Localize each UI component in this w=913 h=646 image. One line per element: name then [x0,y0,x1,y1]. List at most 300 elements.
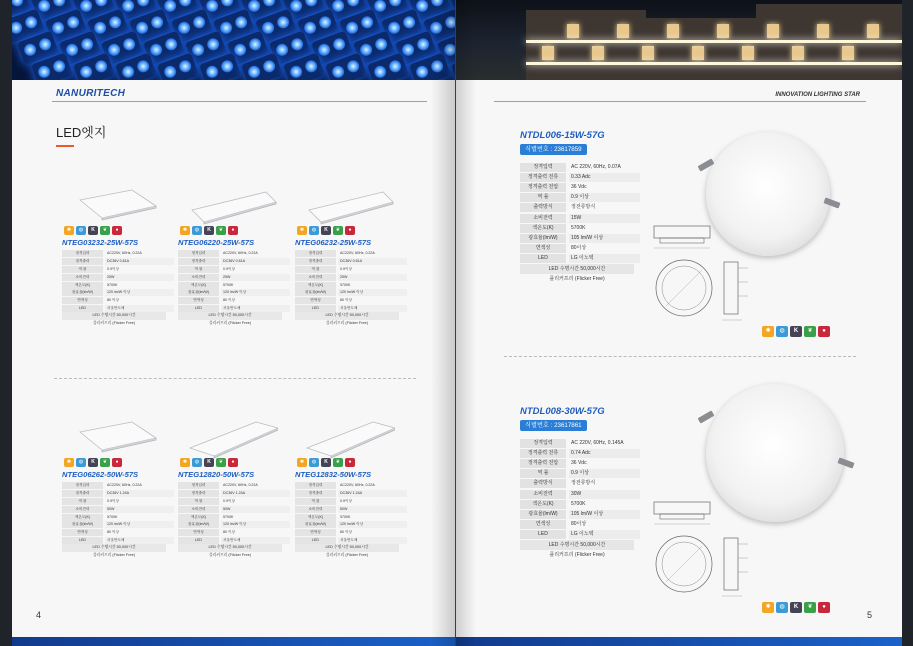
spec-row [62,505,174,513]
korea-mark-icon: ● [228,458,238,467]
lit-window [592,46,604,60]
spec-label: 광효율(lm/W) [178,521,219,528]
spec-label: 정격출력 전류 [520,449,566,458]
certification-icon: ◍ [76,226,86,235]
spec-note: LED 수명시간 50,000시간 [295,544,399,552]
spec-row [295,305,407,313]
spec-value: 0.9이상 [107,266,119,271]
spec-row [62,258,174,266]
spec-label: 광효율(lm/W) [178,289,219,296]
spec-label: 정격출력 전류 [520,173,566,182]
certification-icon: ◍ [309,458,319,467]
spec-value: 0.9 이상 [569,193,640,202]
spec-value: 서울반도체 [105,305,174,312]
spec-value: 서울반도체 [221,537,290,544]
certification-marks [64,226,122,235]
spec-label: 소비전력 [62,274,103,281]
spec-value: 120 lm/W 이상 [221,521,290,528]
lit-window [667,24,679,38]
spec-row [178,482,290,490]
product-model: NTEG12820-50W-57S [178,470,255,479]
spec-row [295,297,407,305]
dimension-drawing [652,498,762,608]
spec-row [295,498,407,506]
eco-icon: ❦ [804,602,816,613]
eco-icon: ❦ [100,458,110,467]
spec-row [295,490,407,498]
eco-icon: ❦ [100,226,110,235]
spec-note: LED 수명시간 50,000시간 [178,544,282,552]
spec-value: 36 Vdc [571,183,587,190]
right-page [456,0,902,646]
spec-label: LED [520,254,566,263]
spec-value: 36 Vdc [571,459,587,466]
spec-value: 25W [221,274,290,281]
section-title: LED엣지 [56,125,107,140]
spec-value: 25W [338,274,407,281]
spec-label: 역 률 [62,498,103,505]
spec-table [520,162,640,284]
spec-label: 소비전력 [62,506,103,513]
certification-icon: ◍ [776,602,788,613]
spec-value: 5700K [340,514,351,519]
spec-label: 색온도(K) [62,514,103,521]
bottom-accent-bar [456,637,902,646]
section-divider [54,378,416,379]
spec-value: AC220V, 60Hz, 0.22A [340,483,375,488]
spec-label: 정격입력 [62,482,103,489]
spec-note: LED 수명시간 50,000시간 [295,312,399,320]
spec-label: 연색성 [178,529,219,536]
spec-row [178,305,290,313]
spec-value: 50W [221,506,290,513]
spec-label: LED [520,530,566,539]
lit-window [617,24,629,38]
led-light-strip [526,62,902,65]
kc-mark-icon: K [204,226,214,235]
spec-row [62,521,174,529]
spec-value: 120 lm/W 이상 [221,289,290,296]
spec-row [178,266,290,274]
spec-label: 광효율(lm/W) [295,521,336,528]
certification-icon: ◍ [76,458,86,467]
identification-number: 식별번호 : 23617861 [520,420,587,431]
spec-row [295,266,407,274]
spec-value: 80 이상 [340,298,352,303]
spec-label: 정격입력 [520,439,566,448]
spec-value: 5700K [223,514,234,519]
spec-row [520,530,640,540]
spec-label: 출력방식 [520,203,566,212]
spec-row [178,281,290,289]
spec-label: 소비전력 [178,506,219,513]
spec-value: AC220V, 60Hz, 0.22A [107,251,142,256]
spec-row [520,489,640,499]
certification-marks [297,458,355,467]
spec-row [520,244,640,254]
spec-note: LED 수명시간 50,000시간 [62,312,166,320]
spec-row [520,254,640,264]
led-module-icon: ✺ [64,458,74,467]
product-model: NTEG12832-50W-57S [295,470,372,479]
spec-label: 광효율(lm/W) [520,234,566,243]
spec-row [520,509,640,519]
spec-label: 역 률 [295,498,336,505]
spec-value: 5700K [107,514,118,519]
spec-label: 정격출력 [178,258,219,265]
spec-row [62,250,174,258]
spec-note: LED 수명시간 50,000시간 [62,544,166,552]
spec-label: 정격입력 [62,250,103,257]
spec-label: 연색성 [62,297,103,304]
spec-row [178,250,290,258]
spec-value: 0.74 Adc [569,449,640,458]
spec-value: 80 이상 [223,530,235,535]
spec-label: 출력방식 [520,479,566,488]
spec-value: 50W [105,506,174,513]
spec-label: 소비전력 [520,214,566,223]
spec-row [178,297,290,305]
spec-value: 30W [569,490,640,499]
kc-mark-icon: K [204,458,214,467]
product-card [295,188,405,388]
led-module-icon: ✺ [762,326,774,337]
spec-value: 0.33 Adc [569,173,640,182]
spec-label: 연색성 [520,520,566,529]
certification-icon: ◍ [192,458,202,467]
spec-note: 플리커프리 (Flicker Free) [209,321,251,326]
spec-note: 플리커프리 (Flicker Free) [549,275,605,282]
eco-icon: ❦ [216,458,226,467]
product-model: NTEG06262-50W-57S [62,470,139,479]
spec-row [62,482,174,490]
lit-window [742,46,754,60]
spec-label: 역 률 [178,498,219,505]
spec-label: 역 률 [520,193,566,202]
edge-panel-image [70,420,162,460]
spec-row [62,273,174,281]
korea-mark-icon: ● [112,458,122,467]
left-page [12,0,455,646]
kc-mark-icon: K [88,458,98,467]
spec-row [520,223,640,233]
spec-row [178,513,290,521]
spec-label: 역 률 [520,469,566,478]
spec-value: 120 lm/W 이상 [105,289,174,296]
spec-row [178,258,290,266]
lit-window [642,46,654,60]
spec-value: 0.9이상 [340,498,352,503]
spec-value: 80 이상 [107,530,119,535]
page-gutter-shadow [456,0,476,646]
spec-value: 80 이상 [340,530,352,535]
dimension-drawing [652,222,762,332]
spec-value: 120 lm/W 이상 [105,521,174,528]
spec-note: 플리커프리 (Flicker Free) [93,553,135,558]
spec-value: 0.9이상 [340,266,352,271]
product-card [62,420,172,620]
spec-row [520,438,640,448]
product-model: NTDL006-15W-57G [520,130,605,141]
tagline: INNOVATION LIGHTING STAR [775,92,860,98]
spec-table [178,482,290,560]
spec-label: 연색성 [178,297,219,304]
bottom-accent-bar [12,637,455,646]
spec-value: 서울반도체 [338,305,407,312]
lit-window [792,46,804,60]
spec-value: 서울반도체 [221,305,290,312]
spec-row [520,499,640,509]
spec-row [520,172,640,182]
spec-note: 플리커프리 (Flicker Free) [326,321,368,326]
edge-panel-image [186,420,278,460]
certification-marks [762,326,830,337]
spec-label: 역 률 [295,266,336,273]
kc-mark-icon: K [790,602,802,613]
certification-icon: ◍ [309,226,319,235]
spec-label: 소비전력 [295,506,336,513]
spec-value: LG 이노텍 [569,254,640,263]
spec-label: 소비전력 [520,490,566,499]
kc-mark-icon: K [321,458,331,467]
spec-row [62,289,174,297]
eco-icon: ❦ [333,458,343,467]
product-model: NTEG03232-25W-57S [62,238,139,247]
spec-table [295,482,407,560]
spec-value: DC36V 1.24A [338,490,407,497]
spec-label: 색온도(K) [520,224,566,233]
spec-row [62,537,174,545]
spec-table [520,438,640,560]
lit-window [567,24,579,38]
spec-label: 색온도(K) [62,282,103,289]
spec-row [295,289,407,297]
spec-value: 120 lm/W 이상 [338,521,407,528]
spec-row [295,521,407,529]
korea-mark-icon: ● [818,326,830,337]
spec-row [178,521,290,529]
spec-note: LED 수명시간 50,000시간 [178,312,282,320]
spec-note: LED 수명시간 50,000시간 [520,264,634,274]
spec-table [295,250,407,328]
spec-row [62,498,174,506]
title-accent-line [56,145,74,147]
eco-icon: ❦ [804,326,816,337]
spec-note: 플리커프리 (Flicker Free) [209,553,251,558]
led-module-banner [12,0,455,80]
product-card [178,420,288,620]
spec-label: 색온도(K) [295,282,336,289]
spec-row [295,482,407,490]
lit-window [817,24,829,38]
product-model: NTEG06232-25W-57S [295,238,372,247]
korea-mark-icon: ● [818,602,830,613]
certification-marks [180,458,238,467]
spec-value: 서울반도체 [338,537,407,544]
spec-row [520,448,640,458]
product-model: NTDL008-30W-57G [520,406,605,417]
spec-row [520,233,640,243]
certification-marks [180,226,238,235]
spec-label: 광효율(lm/W) [62,289,103,296]
spec-row [520,520,640,530]
spec-row [295,537,407,545]
lit-window [842,46,854,60]
spec-row [178,498,290,506]
edge-panel-image [303,420,395,460]
product-card [178,188,288,388]
spec-row [62,297,174,305]
spec-table [62,250,174,328]
spec-value: LG 이노텍 [569,530,640,539]
spec-row [178,289,290,297]
spec-row [62,490,174,498]
spec-row [62,266,174,274]
spec-label: 연색성 [295,529,336,536]
spec-value: 5700K [571,500,586,507]
spec-label: 광효율(lm/W) [520,510,566,519]
lit-window [767,24,779,38]
spec-row [520,458,640,468]
spec-value: 80 이상 [107,298,119,303]
spec-value: AC220V, 60Hz, 0.22A [223,251,258,256]
spec-value: 80이상 [571,521,587,528]
spec-row [178,490,290,498]
spec-row [62,281,174,289]
spec-value: 25W [105,274,174,281]
spec-value: DC36V 1.24A [221,490,290,497]
certification-icon: ◍ [192,226,202,235]
spec-label: 역 률 [178,266,219,273]
page-number: 4 [36,610,42,620]
spec-row [295,273,407,281]
spec-row [62,529,174,537]
spec-label: 색온도(K) [295,514,336,521]
spec-value: 105 lm/W 이상 [569,510,640,519]
spec-label: 정격출력 [178,490,219,497]
spec-value: 120 lm/W 이상 [338,289,407,296]
spec-label: 정격출력 [62,258,103,265]
edge-panel-image [303,188,395,228]
spec-note: 플리커프리 (Flicker Free) [326,553,368,558]
spec-value: 5700K [571,224,586,231]
spec-label: 광효율(lm/W) [295,289,336,296]
spec-value: 15W [569,214,640,223]
spec-label: LED [295,537,336,544]
spec-value: 5700K [107,282,118,287]
spec-value: DC36V 0.61A [338,258,407,265]
spec-label: 색온도(K) [178,282,219,289]
spec-value: 0.9이상 [223,266,235,271]
spec-row [295,513,407,521]
spec-value: 50W [338,506,407,513]
spec-value: AC220V, 60Hz, 0.22A [107,483,142,488]
spec-value: 0.9 이상 [569,469,640,478]
spec-row [295,529,407,537]
header-rule [494,101,866,102]
lit-window [867,24,879,38]
edge-panel-image [70,188,162,228]
spec-label: 연색성 [62,529,103,536]
page-number: 5 [866,610,872,620]
eco-icon: ❦ [216,226,226,235]
spec-row [520,479,640,489]
spec-row [178,273,290,281]
korea-mark-icon: ● [345,458,355,467]
spec-label: 정격입력 [295,250,336,257]
spec-value: 5700K [340,282,351,287]
spec-label: 정격출력 전압 [520,183,566,192]
spec-row [295,258,407,266]
spec-row [295,281,407,289]
korea-mark-icon: ● [345,226,355,235]
spec-label: 연색성 [295,297,336,304]
led-module-icon: ✺ [297,226,307,235]
spec-label: 정격입력 [178,250,219,257]
certification-marks [297,226,355,235]
spec-value: AC220V, 60Hz, 0.22A [340,251,375,256]
page-gutter-shadow [431,0,455,646]
spec-label: 정격출력 [295,258,336,265]
spec-value: 80 이상 [223,298,235,303]
led-module-icon: ✺ [297,458,307,467]
lit-window [717,24,729,38]
certification-marks [64,458,122,467]
spec-row [520,213,640,223]
led-module-icon: ✺ [762,602,774,613]
header-rule [52,101,427,102]
spec-value: 0.9이상 [223,498,235,503]
spec-label: 소비전력 [178,274,219,281]
spec-note: LED 수명시간 50,000시간 [520,540,634,550]
spec-note: 플리커프리 (Flicker Free) [549,551,605,558]
spec-label: LED [178,305,219,312]
spec-value: DC36V 1.24A [105,490,174,497]
certification-marks [762,602,830,613]
building-night-banner [456,0,902,80]
spec-row [520,162,640,172]
spec-row [520,203,640,213]
spec-value: 서울반도체 [105,537,174,544]
spec-label: 역 률 [62,266,103,273]
spec-row [520,193,640,203]
spec-row [62,513,174,521]
product-card [295,420,405,620]
spec-row [178,505,290,513]
spec-table [62,482,174,560]
spec-note: 플리커프리 (Flicker Free) [93,321,135,326]
spec-table [178,250,290,328]
spec-value: 105 lm/W 이상 [569,234,640,243]
eco-icon: ❦ [333,226,343,235]
spec-value: DC36V 0.61A [221,258,290,265]
spec-value: AC 220V, 60Hz, 0.07A [571,163,621,170]
spec-label: 광효율(lm/W) [62,521,103,528]
spec-label: 연색성 [520,244,566,253]
spec-row [520,182,640,192]
spec-label: 소비전력 [295,274,336,281]
spec-value: AC 220V, 60Hz, 0.145A [571,439,624,446]
spec-value: 5700K [223,282,234,287]
building-facade [526,10,646,80]
spec-value: AC220V, 60Hz, 0.22A [223,483,258,488]
section-divider [504,356,856,357]
spec-label: LED [62,305,103,312]
spec-label: LED [295,305,336,312]
spec-row [520,469,640,479]
spec-row [178,537,290,545]
product-card [62,188,172,388]
